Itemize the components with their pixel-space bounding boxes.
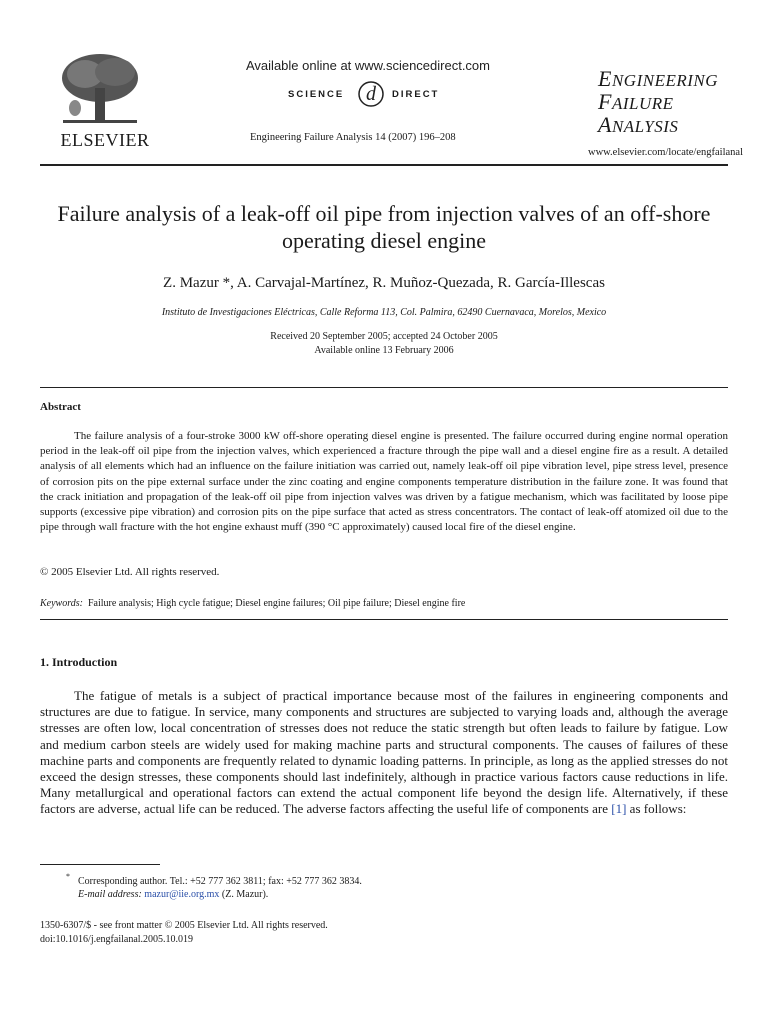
reference-link[interactable]: [1] (611, 801, 627, 817)
keywords (40, 598, 728, 609)
footnote-divider (40, 864, 160, 865)
received-date: Received 20 September 2005; accepted 24 October 2005 (270, 331, 498, 342)
email-note (78, 889, 268, 900)
author-list: Z. Mazur *, A. Carvajal-Martínez, R. Muñoz-Quezada, R. García-Illescas (163, 275, 605, 291)
journal-brand-line-3: ANALYSIS (598, 112, 679, 137)
availability-text: Available online at www.sciencedirect.com (246, 58, 490, 73)
abstract-heading: Abstract (40, 401, 81, 413)
introduction-text-end: as follows: (626, 801, 687, 817)
email-suffix: (Z. Mazur). (219, 889, 269, 900)
keywords-list: Failure analysis; High cycle fatigue; Diesel engine failures; Oil pipe failure; Diesel engine fire (87, 598, 466, 609)
abstract-copyright: © 2005 Elsevier Ltd. All rights reserved. (40, 566, 220, 578)
keywords-label: Keywords: (40, 598, 83, 609)
journal-citation: Engineering Failure Analysis 14 (2007) 196–208 (250, 132, 456, 143)
elsevier-logo (45, 48, 155, 148)
svg-text:d: d (366, 83, 376, 105)
paper-title: Failure analysis of a leak-off oil pipe from injection valves of an off-shore operating diesel engine (57, 201, 711, 253)
issn-line: 1350-6307/$ - see front matter © 2005 Elsevier Ltd. All rights reserved. (40, 920, 328, 931)
doi-line: doi:10.1016/j.engfailanal.2005.10.019 (40, 934, 194, 945)
journal-brand (598, 68, 748, 137)
journal-url[interactable]: www.elsevier.com/locate/engfailanal (587, 147, 743, 158)
introduction-text: The fatigue of metals is a subject of practical importance because most of the failures in engineering components and structures are due to fatigue. In service, many components and structures are subjected to varying loads and, although the average stresses are often low, local concentration of stresses does not reduce the static strength but often leads to failure by fatigue. Low and medium carbon steels are widely used for making machine parts and structural components. The causes of failures of these machine parts and components are frequently related to dynamic loading patterns. In principle, as long as the applied stresses do not exceed the design stresses, these components should last indefinitely, although in practice various factors cause reductions in life. Many metallurgical and operational factors can extend the actual component life beyond the design life. Alternatively, if these factors are adverse, actual life can be reduced. The adverse factors affecting the useful life of components are (40, 688, 728, 817)
abstract-bottom-divider (40, 619, 728, 620)
header-divider (40, 164, 728, 166)
journal-brand-line-1: ENGINEERING (598, 66, 718, 91)
email-link[interactable]: mazur@iie.org.mx (144, 889, 220, 900)
sciencedirect-mark-icon (357, 80, 385, 108)
sciencedirect-logo (270, 80, 470, 110)
sciencedirect-right-text: DIRECT (392, 89, 440, 100)
elsevier-tree-icon (55, 48, 145, 128)
available-online-date: Available online 13 February 2006 (314, 345, 454, 356)
corresponding-author-note: Corresponding author. Tel.: +52 777 362 3811; fax: +52 777 362 3834. (78, 876, 362, 887)
journal-brand-line-2: FAILURE (598, 89, 674, 114)
email-label: E-mail address: (78, 889, 142, 900)
introduction-body (40, 688, 728, 818)
abstract-top-divider (40, 387, 728, 388)
section-heading-introduction: 1. Introduction (40, 655, 118, 669)
affiliation: Instituto de Investigaciones Eléctricas, Calle Reforma 113, Col. Palmira, 62490 Cuernavaca, Morelos, Mexico (161, 307, 607, 318)
publisher-name: ELSEVIER (60, 130, 150, 150)
footnote-marker: * (66, 872, 70, 881)
abstract-body: The failure analysis of a four-stroke 3000 kW off-shore operating diesel engine is presented. The failure occurred during engine normal operation period in the leak-off oil pipe from the injection valves, which experienced a fracture through the pipe wall and a diesel engine fire as a result. A detailed analysis of all elements which had an influence on the failure initiation was carried out, namely leak-off oil pipe vibration level, pipe stress level, presence of corrosion pits on the pipe external surface under the zinc coating and engine components temperature distribution in the failure zone. It was found that the crack initiation and propagation of the leak-off oil pipe from injection valves was driven by a fatigue mechanism, which was facilitated by loose pipe supports (excessive pipe vibration) and corrosion pits on the pipe surface that acted as stress concentrators. The contact of leak-off atomized oil due to the pipe through wall fracture with the hot engine exhaust muff (390 °C approximately) caused local fire of the diesel engine. (40, 430, 728, 534)
sciencedirect-left-text: SCIENCE (288, 89, 345, 100)
